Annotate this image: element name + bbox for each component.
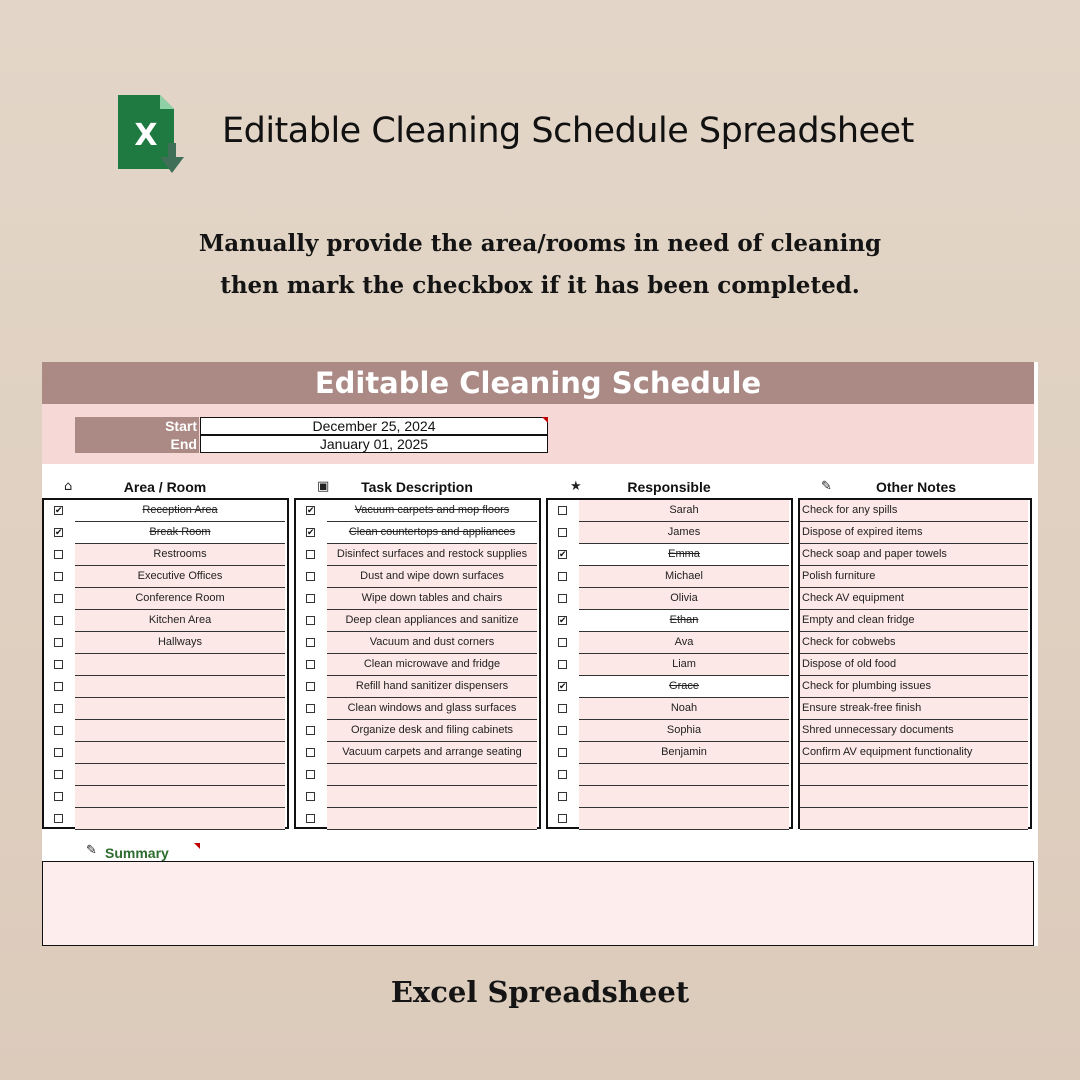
notes-row bbox=[800, 500, 1030, 522]
excel-icon bbox=[118, 95, 190, 175]
area-cell[interactable] bbox=[75, 786, 285, 808]
end-date-cell[interactable] bbox=[200, 435, 548, 453]
completion-checkbox[interactable] bbox=[558, 792, 567, 801]
end-date-value: January 01, 2025 bbox=[319, 436, 429, 452]
responsible-row bbox=[548, 522, 791, 544]
responsible-row bbox=[548, 720, 791, 742]
task-cell[interactable]: Organize desk and filing cabinets bbox=[327, 720, 537, 742]
notes-row bbox=[800, 632, 1030, 654]
area-cell[interactable] bbox=[75, 742, 285, 764]
completion-checkbox[interactable] bbox=[54, 638, 63, 647]
completion-checkbox[interactable]: ✔ bbox=[559, 549, 567, 559]
area-cell[interactable]: Break Room bbox=[75, 522, 285, 544]
area-cell[interactable] bbox=[75, 720, 285, 742]
responsible-cell[interactable]: James bbox=[579, 522, 789, 544]
area-cell[interactable] bbox=[75, 764, 285, 786]
instruction-line-1: Manually provide the area/rooms in need of cleaning bbox=[198, 230, 882, 257]
comment-indicator[interactable] bbox=[194, 843, 200, 849]
area-cell[interactable] bbox=[75, 698, 285, 720]
responsible-cell[interactable]: Ethan bbox=[579, 610, 789, 632]
area-row bbox=[44, 610, 287, 632]
responsible-row bbox=[548, 632, 791, 654]
task-row bbox=[296, 786, 539, 808]
task-cell[interactable]: Vacuum carpets and mop floors bbox=[327, 500, 537, 522]
notes-row bbox=[800, 544, 1030, 566]
task-row bbox=[296, 720, 539, 742]
completion-checkbox[interactable] bbox=[306, 748, 315, 757]
area-cell[interactable]: Hallways bbox=[75, 632, 285, 654]
clipboard-check-icon: ▣ bbox=[317, 479, 330, 494]
completion-checkbox[interactable] bbox=[306, 770, 315, 779]
notes-row bbox=[800, 588, 1030, 610]
notes-row bbox=[800, 698, 1030, 720]
area-row bbox=[44, 632, 287, 654]
task-row bbox=[296, 764, 539, 786]
area-cell[interactable]: Executive Offices bbox=[75, 566, 285, 588]
task-row bbox=[296, 588, 539, 610]
task-cell[interactable]: Vacuum carpets and arrange seating bbox=[327, 742, 537, 764]
responsible-cell[interactable]: Noah bbox=[579, 698, 789, 720]
task-cell[interactable]: Clean windows and glass surfaces bbox=[327, 698, 537, 720]
completion-checkbox[interactable] bbox=[54, 748, 63, 757]
notes-cell[interactable]: Empty and clean fridge bbox=[800, 610, 1028, 632]
completion-checkbox[interactable] bbox=[558, 814, 567, 823]
column-header-notes: Other Notes bbox=[875, 479, 957, 495]
notes-row bbox=[800, 808, 1030, 830]
task-row bbox=[296, 808, 539, 830]
notes-cell[interactable]: Check for plumbing issues bbox=[800, 676, 1028, 698]
task-row bbox=[296, 676, 539, 698]
area-row bbox=[44, 676, 287, 698]
responsible-cell[interactable]: Ava bbox=[579, 632, 789, 654]
task-cell[interactable]: Refill hand sanitizer dispensers bbox=[327, 676, 537, 698]
area-row bbox=[44, 698, 287, 720]
responsible-cell[interactable]: Michael bbox=[579, 566, 789, 588]
completion-checkbox[interactable]: ✔ bbox=[55, 527, 63, 537]
area-row bbox=[44, 588, 287, 610]
comment-indicator[interactable] bbox=[542, 417, 548, 423]
notes-row bbox=[800, 720, 1030, 742]
completion-checkbox[interactable] bbox=[558, 660, 567, 669]
task-cell[interactable]: Clean microwave and fridge bbox=[327, 654, 537, 676]
task-row bbox=[296, 742, 539, 764]
instruction-line-2: then mark the checkbox if it has been completed. bbox=[220, 272, 860, 299]
area-row bbox=[44, 808, 287, 830]
notes-cell[interactable]: Dispose of expired items bbox=[800, 522, 1028, 544]
start-date-cell[interactable] bbox=[200, 417, 548, 435]
svg-text:X: X bbox=[134, 118, 158, 153]
notes-cell[interactable]: Check soap and paper towels bbox=[800, 544, 1028, 566]
responsible-cell[interactable] bbox=[579, 808, 789, 830]
notes-cell[interactable] bbox=[800, 786, 1028, 808]
area-row bbox=[44, 544, 287, 566]
responsible-column bbox=[546, 498, 793, 829]
completion-checkbox[interactable] bbox=[558, 748, 567, 757]
area-cell[interactable]: Reception Area bbox=[75, 500, 285, 522]
completion-checkbox[interactable] bbox=[306, 572, 315, 581]
task-row bbox=[296, 632, 539, 654]
notepad-icon: ✎ bbox=[86, 843, 97, 858]
area-cell[interactable] bbox=[75, 676, 285, 698]
completion-checkbox[interactable] bbox=[54, 594, 63, 603]
responsible-cell[interactable]: Grace bbox=[579, 676, 789, 698]
notes-cell[interactable]: Check for cobwebs bbox=[800, 632, 1028, 654]
completion-checkbox[interactable] bbox=[558, 528, 567, 537]
notes-cell[interactable] bbox=[800, 764, 1028, 786]
page-title: Editable Cleaning Schedule Spreadsheet bbox=[222, 111, 914, 151]
responsible-cell[interactable] bbox=[579, 764, 789, 786]
area-cell[interactable]: Conference Room bbox=[75, 588, 285, 610]
completion-checkbox[interactable] bbox=[306, 594, 315, 603]
task-cell[interactable] bbox=[327, 764, 537, 786]
completion-checkbox[interactable] bbox=[558, 726, 567, 735]
responsible-row bbox=[548, 742, 791, 764]
completion-checkbox[interactable] bbox=[54, 682, 63, 691]
spreadsheet bbox=[42, 362, 1038, 946]
task-cell[interactable]: Disinfect surfaces and restock supplies bbox=[327, 544, 537, 566]
completion-checkbox[interactable] bbox=[306, 550, 315, 559]
responsible-cell[interactable] bbox=[579, 786, 789, 808]
house-icon: ⌂ bbox=[64, 479, 73, 494]
star-icon: ★ bbox=[570, 479, 582, 494]
area-row bbox=[44, 786, 287, 808]
completion-checkbox[interactable] bbox=[54, 550, 63, 559]
task-row bbox=[296, 610, 539, 632]
task-row bbox=[296, 500, 539, 522]
area-row bbox=[44, 764, 287, 786]
completion-checkbox[interactable] bbox=[306, 814, 315, 823]
completion-checkbox[interactable] bbox=[558, 704, 567, 713]
responsible-row bbox=[548, 654, 791, 676]
end-label: End bbox=[75, 435, 199, 453]
area-row bbox=[44, 720, 287, 742]
area-cell[interactable]: Restrooms bbox=[75, 544, 285, 566]
notes-cell[interactable]: Dispose of old food bbox=[800, 654, 1028, 676]
completion-checkbox[interactable]: ✔ bbox=[307, 527, 315, 537]
task-cell[interactable] bbox=[327, 786, 537, 808]
completion-checkbox[interactable] bbox=[306, 792, 315, 801]
notes-cell[interactable]: Confirm AV equipment functionality bbox=[800, 742, 1028, 764]
task-column bbox=[294, 498, 541, 829]
completion-checkbox[interactable] bbox=[306, 726, 315, 735]
start-label: Start bbox=[75, 417, 199, 435]
area-row bbox=[44, 742, 287, 764]
column-header-area: Area / Room bbox=[123, 479, 207, 495]
area-row bbox=[44, 654, 287, 676]
responsible-cell[interactable]: Sophia bbox=[579, 720, 789, 742]
completion-checkbox[interactable] bbox=[306, 682, 315, 691]
notes-cell[interactable]: Ensure streak-free finish bbox=[800, 698, 1028, 720]
completion-checkbox[interactable] bbox=[54, 704, 63, 713]
notes-cell[interactable]: Check for any spills bbox=[800, 500, 1028, 522]
completion-checkbox[interactable] bbox=[306, 660, 315, 669]
notes-row bbox=[800, 764, 1030, 786]
responsible-cell[interactable]: Olivia bbox=[579, 588, 789, 610]
notes-row bbox=[800, 566, 1030, 588]
notes-row bbox=[800, 786, 1030, 808]
completion-checkbox[interactable]: ✔ bbox=[307, 505, 315, 515]
responsible-row bbox=[548, 676, 791, 698]
completion-checkbox[interactable] bbox=[558, 638, 567, 647]
task-cell[interactable]: Vacuum and dust corners bbox=[327, 632, 537, 654]
responsible-cell[interactable]: Emma bbox=[579, 544, 789, 566]
area-cell[interactable] bbox=[75, 808, 285, 830]
area-cell[interactable]: Kitchen Area bbox=[75, 610, 285, 632]
notes-cell[interactable]: Check AV equipment bbox=[800, 588, 1028, 610]
notes-cell[interactable]: Shred unnecessary documents bbox=[800, 720, 1028, 742]
responsible-row bbox=[548, 500, 791, 522]
notes-row bbox=[800, 742, 1030, 764]
completion-checkbox[interactable] bbox=[558, 506, 567, 515]
notes-row bbox=[800, 676, 1030, 698]
task-cell[interactable] bbox=[327, 808, 537, 830]
area-column bbox=[42, 498, 289, 829]
footer-caption: Excel Spreadsheet bbox=[390, 975, 690, 1009]
task-row bbox=[296, 566, 539, 588]
task-cell[interactable]: Deep clean appliances and sanitize bbox=[327, 610, 537, 632]
notes-row bbox=[800, 610, 1030, 632]
sheet-title: Editable Cleaning Schedule bbox=[42, 362, 1034, 404]
responsible-cell[interactable]: Liam bbox=[579, 654, 789, 676]
completion-checkbox[interactable] bbox=[54, 616, 63, 625]
summary-label: Summary bbox=[105, 845, 169, 861]
completion-checkbox[interactable] bbox=[306, 638, 315, 647]
completion-checkbox[interactable] bbox=[558, 770, 567, 779]
summary-input[interactable] bbox=[42, 861, 1034, 946]
responsible-cell[interactable]: Benjamin bbox=[579, 742, 789, 764]
responsible-row bbox=[548, 698, 791, 720]
notes-column bbox=[798, 498, 1032, 829]
task-row bbox=[296, 698, 539, 720]
column-header-responsible: Responsible bbox=[627, 479, 711, 495]
responsible-cell[interactable]: Sarah bbox=[579, 500, 789, 522]
completion-checkbox[interactable]: ✔ bbox=[55, 505, 63, 515]
responsible-row bbox=[548, 566, 791, 588]
notes-row bbox=[800, 522, 1030, 544]
notes-cell[interactable]: Polish furniture bbox=[800, 566, 1028, 588]
task-row bbox=[296, 522, 539, 544]
notes-cell[interactable] bbox=[800, 808, 1028, 830]
column-header-task: Task Description bbox=[361, 479, 473, 495]
completion-checkbox[interactable] bbox=[558, 594, 567, 603]
responsible-row bbox=[548, 610, 791, 632]
task-cell[interactable]: Clean countertops and appliances bbox=[327, 522, 537, 544]
area-row bbox=[44, 522, 287, 544]
responsible-row bbox=[548, 786, 791, 808]
task-row bbox=[296, 544, 539, 566]
completion-checkbox[interactable] bbox=[54, 814, 63, 823]
completion-checkbox[interactable] bbox=[54, 572, 63, 581]
area-cell[interactable] bbox=[75, 654, 285, 676]
responsible-row bbox=[548, 544, 791, 566]
start-date-value: December 25, 2024 bbox=[312, 418, 436, 434]
date-band bbox=[42, 404, 1034, 464]
responsible-row bbox=[548, 588, 791, 610]
completion-checkbox[interactable] bbox=[306, 704, 315, 713]
completion-checkbox[interactable]: ✔ bbox=[559, 615, 567, 625]
completion-checkbox[interactable] bbox=[306, 616, 315, 625]
area-row bbox=[44, 566, 287, 588]
completion-checkbox[interactable] bbox=[54, 770, 63, 779]
area-row bbox=[44, 500, 287, 522]
completion-checkbox[interactable] bbox=[54, 792, 63, 801]
completion-checkbox[interactable] bbox=[54, 726, 63, 735]
task-cell[interactable]: Dust and wipe down surfaces bbox=[327, 566, 537, 588]
task-row bbox=[296, 654, 539, 676]
responsible-row bbox=[548, 764, 791, 786]
notes-row bbox=[800, 654, 1030, 676]
task-cell[interactable]: Wipe down tables and chairs bbox=[327, 588, 537, 610]
completion-checkbox[interactable]: ✔ bbox=[559, 681, 567, 691]
completion-checkbox[interactable] bbox=[558, 572, 567, 581]
responsible-row bbox=[548, 808, 791, 830]
completion-checkbox[interactable] bbox=[54, 660, 63, 669]
notepad-icon: ✎ bbox=[821, 479, 832, 494]
